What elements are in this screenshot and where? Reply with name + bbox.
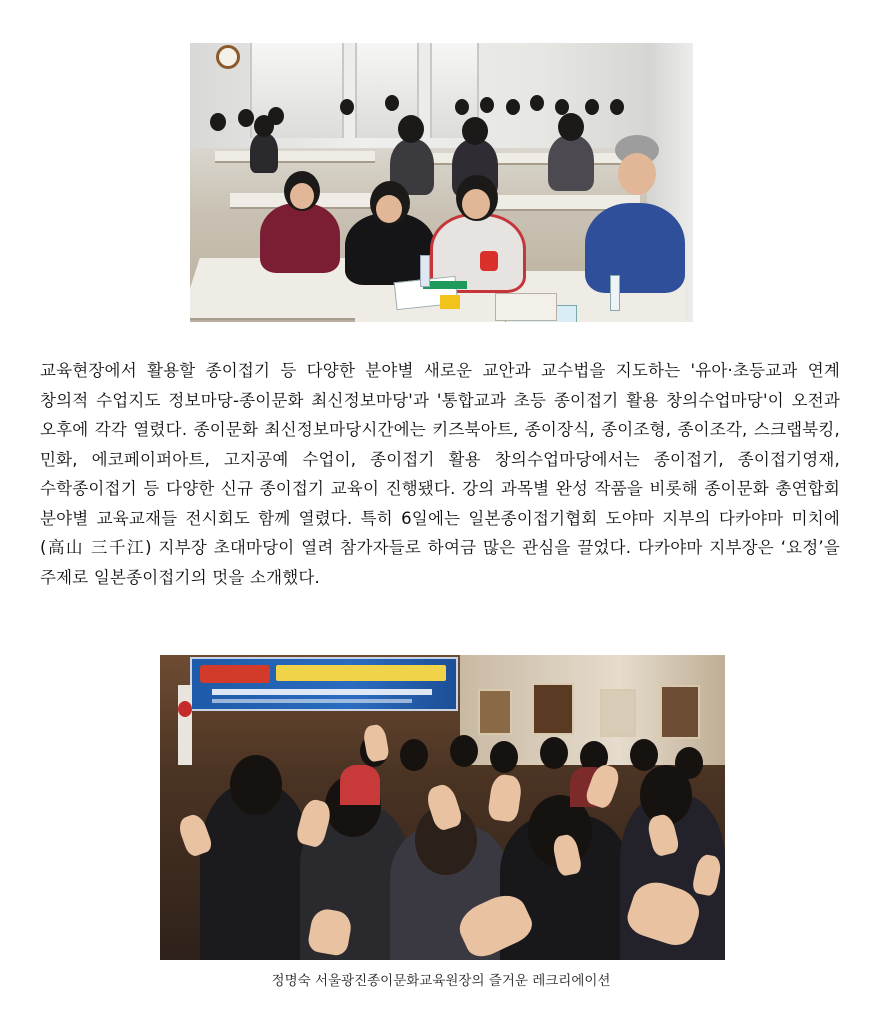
wall-frame (478, 689, 512, 735)
person (450, 735, 478, 767)
photo-caption: 정명숙 서울광진종이문화교육원장의 즐거운 레크리에이션 (271, 973, 611, 989)
person (480, 97, 494, 113)
person (462, 117, 488, 145)
person (238, 109, 254, 127)
banner-subtitle-bar (212, 689, 432, 695)
person (340, 99, 354, 115)
raised-hand (487, 773, 523, 823)
paper-sheet (495, 293, 557, 321)
person (455, 99, 469, 115)
person (630, 739, 658, 771)
article-paragraph: 교육현장에서 활용할 종이접기 등 다양한 분야별 새로운 교안과 교수법을 지도하는 '유아·초등교과 연계 창의적 수업지도 정보마당-종이문화 최신정보마당'과 '통합교과 초등 종이접기 활용 창의수업마당'이 오전과 오후에 각각 열렸다. 종이문화 최신정보마당시간에는 키즈북아트, 종이장식, 종이조형, 종이조각, 스크랩북킹, 민화, 에코페이퍼아트, 고지공예 수업이, 종이접기 활용 창의수업마당에서는 종이접기, 종이접기영재, 수학종이접기 등 다양한 신규 종이접기 교육이 진행됐다. 강의 과목별 완성 작품을 비롯해 종이문화 총연합회 분야별 교육교재들 전시회도 함께 열렸다. 특히 6일에는 일본종이접기협회 도야마 지부의 다카야마 미치에(高山 三千江) 지부장 초대마당이 열려 참가자들로 하여금 많은 관심을 끌었다. 다카야마 지부장은 ‘요정’을 주제로 일본종이접기의 멋을 소개했다. (40, 361, 840, 587)
classroom-photo (190, 43, 693, 322)
person (530, 95, 544, 111)
person (254, 115, 274, 137)
person (210, 113, 226, 131)
wall-frame (532, 683, 574, 735)
person (585, 203, 685, 293)
water-bottle (610, 275, 620, 311)
person (548, 135, 594, 191)
banner-title-bar (276, 665, 446, 681)
person (250, 133, 278, 173)
person (260, 203, 340, 273)
flag (178, 701, 192, 717)
person (540, 737, 568, 769)
person (610, 99, 624, 115)
person (506, 99, 520, 115)
person (558, 113, 584, 141)
person (376, 195, 402, 223)
recreation-photo (160, 655, 725, 960)
person (398, 115, 424, 143)
person (385, 95, 399, 111)
banner-info-bar (212, 699, 412, 703)
flag (178, 685, 192, 765)
clock-icon (216, 45, 240, 69)
pouch (480, 251, 498, 271)
event-banner (190, 657, 458, 711)
person (585, 99, 599, 115)
desk (215, 151, 375, 161)
person (400, 739, 428, 771)
wall-frame (600, 689, 636, 737)
wall-frame (660, 685, 700, 739)
person (675, 747, 703, 779)
paper-sheet (440, 295, 460, 309)
person (290, 183, 314, 209)
person (618, 153, 656, 195)
person (340, 765, 380, 805)
banner-mark (200, 665, 270, 683)
water-bottle (420, 255, 430, 287)
person (230, 755, 282, 815)
person (490, 741, 518, 773)
person (462, 189, 490, 219)
